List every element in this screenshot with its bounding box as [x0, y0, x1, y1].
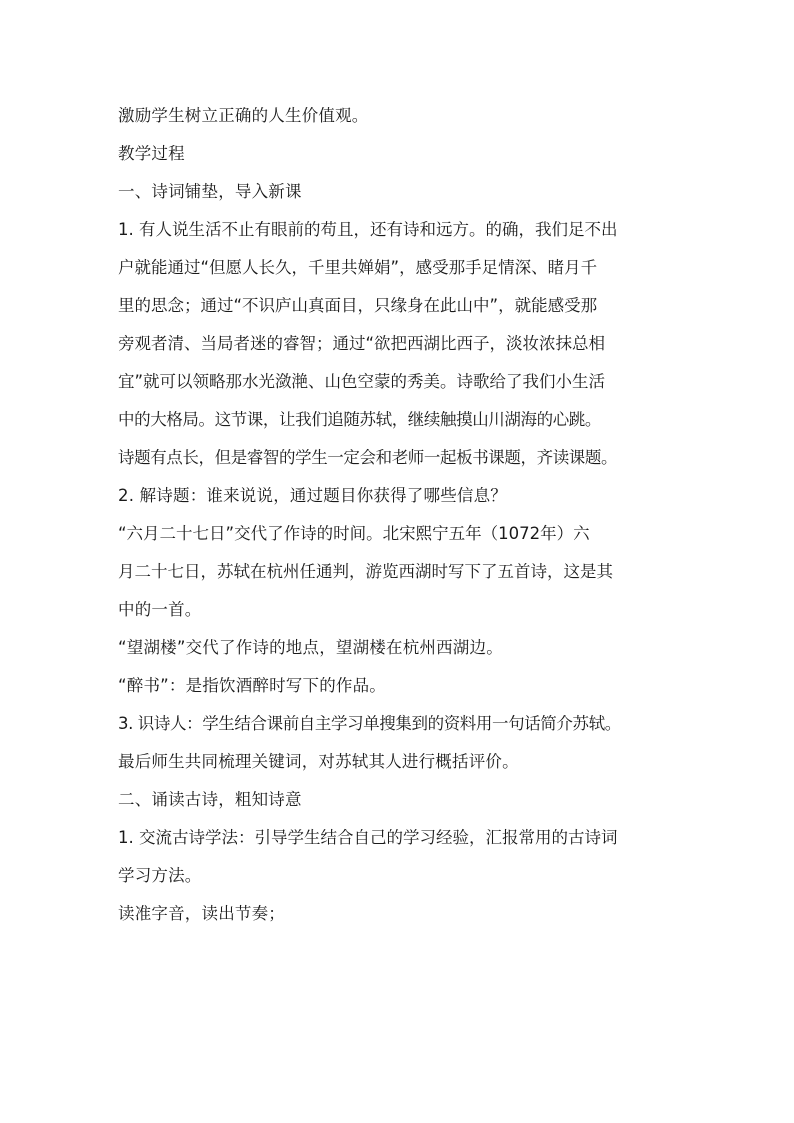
- paragraph-line: “六月二十七日”交代了作诗的时间。北宋熙宁五年（1072年）六: [118, 524, 590, 543]
- paragraph-line: 中的大格局。这节课，让我们追随苏轼，继续触摸山川湖海的心跳。: [118, 410, 602, 429]
- paragraph-line: “醉书”：是指饮酒醉时写下的作品。: [118, 676, 386, 695]
- list-item-interpret-title: 2. 解诗题：谁来说说，通过题目你获得了哪些信息？: [118, 486, 507, 505]
- paragraph-line: 学习方法。: [118, 866, 202, 885]
- section-heading-teaching-process: 教学过程: [118, 144, 185, 163]
- paragraph-line: 旁观者清、当局者迷的睿智；通过“欲把西湖比西子，淡妆浓抹总相: [118, 334, 606, 353]
- document-body: [118, 100, 688, 936]
- paragraph-line: 月二十七日，苏轼在杭州任通判，游览西湖时写下了五首诗，这是其: [118, 562, 613, 581]
- paragraph-line: 读准字音，读出节奏；: [118, 904, 285, 923]
- paragraph-line: 里的思念；通过“不识庐山真面目，只缘身在此山中”，就能感受那: [118, 296, 598, 315]
- paragraph-line: 1. 有人说生活不止有眼前的苟且，还有诗和远方。的确，我们足不出: [118, 220, 618, 239]
- paragraph-line: “望湖楼”交代了作诗的地点，望湖楼在杭州西湖边。: [118, 638, 503, 657]
- section-heading-part-two: 二、诵读古诗，粗知诗意: [118, 790, 302, 809]
- paragraph-line: 诗题有点长，但是睿智的学生一定会和老师一起板书课题，齐读课题。: [118, 448, 618, 467]
- paragraph-line: 宜”就可以领略那水光潋滟、山色空蒙的秀美。诗歌给了我们小生活: [118, 372, 606, 391]
- paragraph-line: 最后师生共同梳理关键词，对苏轼其人进行概括评价。: [118, 752, 519, 771]
- list-item-know-poet: 3. 识诗人：学生结合课前自主学习单搜集到的资料用一句话简介苏轼。: [118, 714, 621, 733]
- text-line-intro-goal: 激励学生树立正确的人生价值观。: [118, 106, 369, 125]
- paragraph-line: 中的一首。: [118, 600, 202, 619]
- section-heading-part-one: 一、诗词铺垫，导入新课: [118, 182, 302, 201]
- paragraph-line: 户就能通过“但愿人长久，千里共婵娟”，感受那手足情深、睹月千: [118, 258, 598, 277]
- list-item-study-method: 1. 交流古诗学法：引导学生结合自己的学习经验，汇报常用的古诗词: [118, 828, 618, 847]
